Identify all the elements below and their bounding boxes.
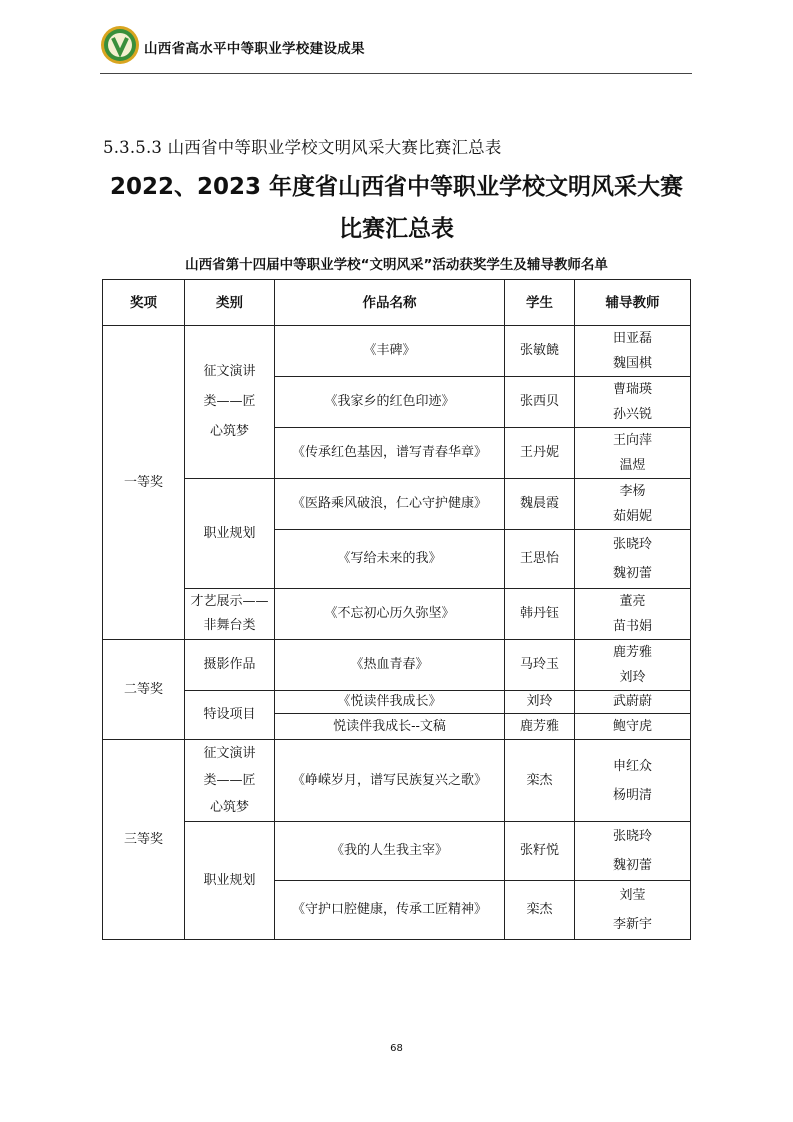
teacher-cell: 李杨 茹娟妮 <box>575 479 691 530</box>
teacher-cell: 武蔚蔚 <box>575 691 691 714</box>
teacher-cell: 鹿芳雅 刘玲 <box>575 640 691 691</box>
header-category: 类别 <box>185 280 275 326</box>
award-cell: 二等奖 <box>103 640 185 740</box>
student-cell: 魏晨霞 <box>505 479 575 530</box>
student-cell: 张西贝 <box>505 377 575 428</box>
page-title: 2022、2023 年度省山西省中等职业学校文明风采大赛比赛汇总表 <box>109 174 684 242</box>
teacher-cell: 申红众 杨明清 <box>575 740 691 822</box>
student-cell: 韩丹钰 <box>505 589 575 640</box>
category-cell: 摄影作品 <box>185 640 275 691</box>
table-header-row <box>103 280 691 326</box>
work-cell: 《传承红色基因，谱写青春华章》 <box>275 428 505 479</box>
category-cell: 职业规划 <box>185 822 275 940</box>
header-student: 学生 <box>505 280 575 326</box>
teacher-cell: 张晓玲 魏初蕾 <box>575 822 691 881</box>
student-cell: 王思怡 <box>505 530 575 589</box>
table-row <box>103 326 691 377</box>
category-cell: 职业规划 <box>185 479 275 589</box>
school-logo-icon <box>100 25 140 65</box>
student-cell: 张籽悦 <box>505 822 575 881</box>
work-cell: 《不忘初心历久弥坚》 <box>275 589 505 640</box>
table-row <box>103 822 691 881</box>
student-cell: 栾杰 <box>505 740 575 822</box>
table-caption: 山西省第十四届中等职业学校“文明风采”活动获奖学生及辅导教师名单 <box>185 257 608 273</box>
work-cell: 《我的人生我主宰》 <box>275 822 505 881</box>
header-title: 山西省高水平中等职业学校建设成果 <box>144 41 365 57</box>
teacher-cell: 董亮 苗书娟 <box>575 589 691 640</box>
award-cell: 一等奖 <box>103 326 185 640</box>
table-row <box>103 640 691 691</box>
category-cell: 才艺展示——非舞台类 <box>185 589 275 640</box>
table-row <box>103 479 691 530</box>
student-cell: 张敏饒 <box>505 326 575 377</box>
header-teacher: 辅导教师 <box>575 280 691 326</box>
student-cell: 鹿芳雅 <box>505 714 575 740</box>
page-header <box>100 25 692 74</box>
work-cell: 《医路乘风破浪，仁心守护健康》 <box>275 479 505 530</box>
student-cell: 栾杰 <box>505 881 575 940</box>
section-heading: 5.3.5.3 山西省中等职业学校文明风采大赛比赛汇总表 <box>103 138 502 157</box>
header-award: 奖项 <box>103 280 185 326</box>
category-cell: 特设项目 <box>185 691 275 740</box>
student-cell: 刘玲 <box>505 691 575 714</box>
work-cell: 《热血青春》 <box>275 640 505 691</box>
teacher-cell: 鲍守虎 <box>575 714 691 740</box>
teacher-cell: 曹瑞瑛 孙兴锐 <box>575 377 691 428</box>
work-cell: 《峥嵘岁月，谱写民族复兴之歌》 <box>275 740 505 822</box>
table-row <box>103 691 691 714</box>
student-cell: 王丹妮 <box>505 428 575 479</box>
category-cell: 征文演讲类——匠心筑梦 <box>185 326 275 479</box>
work-cell: 《守护口腔健康，传承工匠精神》 <box>275 881 505 940</box>
table-row <box>103 740 691 822</box>
work-cell: 《写给未来的我》 <box>275 530 505 589</box>
awards-table <box>102 279 691 940</box>
teacher-cell: 王向萍 温煜 <box>575 428 691 479</box>
header-work: 作品名称 <box>275 280 505 326</box>
work-cell: 《丰碑》 <box>275 326 505 377</box>
work-cell: 《悦读伴我成长》 <box>275 691 505 714</box>
teacher-cell: 张晓玲 魏初蕾 <box>575 530 691 589</box>
work-cell: 《我家乡的红色印迹》 <box>275 377 505 428</box>
award-cell: 三等奖 <box>103 740 185 940</box>
student-cell: 马玲玉 <box>505 640 575 691</box>
table-row <box>103 589 691 640</box>
teacher-cell: 田亚磊 魏国棋 <box>575 326 691 377</box>
page-number: 68 <box>390 1043 403 1054</box>
category-cell: 征文演讲类——匠心筑梦 <box>185 740 275 822</box>
teacher-cell: 刘莹 李新宇 <box>575 881 691 940</box>
work-cell: 悦读伴我成长--文稿 <box>275 714 505 740</box>
